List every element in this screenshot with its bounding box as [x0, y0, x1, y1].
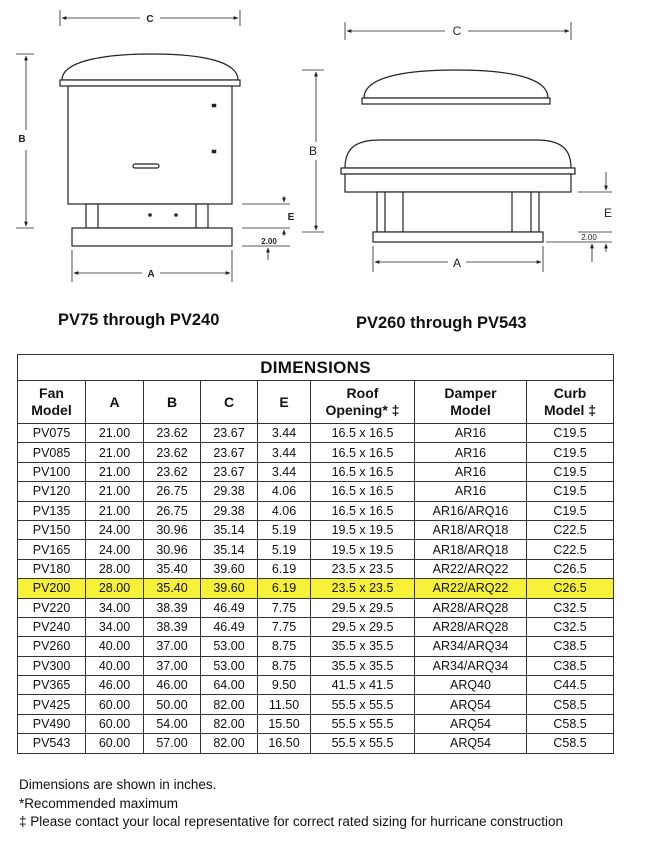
cell-roof-opening: 16.5 x 16.5: [311, 482, 415, 501]
cell-c: 35.14: [201, 520, 258, 539]
cell-a: 34.00: [86, 617, 144, 636]
table-header-row: [18, 381, 614, 424]
header-line: B: [166, 393, 178, 410]
cell-damper-model: AR34/ARQ34: [415, 637, 527, 656]
cell-e: 3.44: [258, 462, 311, 481]
table-row: [18, 617, 614, 636]
cell-a: 28.00: [86, 579, 144, 598]
cell-c: 64.00: [201, 676, 258, 695]
cell-b: 23.62: [144, 424, 201, 443]
cell-a: 21.00: [86, 501, 144, 520]
cell-e: 5.19: [258, 520, 311, 539]
cell-c: 46.49: [201, 598, 258, 617]
header-line: Roof: [346, 385, 379, 401]
right-dim-200-label: 2.00: [581, 233, 597, 242]
cell-curb-model: C38.5: [527, 637, 614, 656]
cell-roof-opening: 19.5 x 19.5: [311, 540, 415, 559]
header-line: C: [223, 393, 235, 410]
cell-damper-model: AR16/ARQ16: [415, 501, 527, 520]
cell-damper-model: AR22/ARQ22: [415, 579, 527, 598]
cell-curb-model: C22.5: [527, 520, 614, 539]
cell-fan-model: PV425: [18, 695, 86, 714]
cell-fan-model: PV120: [18, 482, 86, 501]
left-dim-b-label: B: [18, 134, 26, 145]
cell-a: 40.00: [86, 637, 144, 656]
table-row: [18, 482, 614, 501]
header-line: Damper: [444, 385, 497, 401]
cell-a: 21.00: [86, 482, 144, 501]
cell-c: 82.00: [201, 695, 258, 714]
footnote-line: Dimensions are shown in inches.: [19, 777, 217, 792]
cell-curb-model: C38.5: [527, 656, 614, 675]
cell-a: 60.00: [86, 695, 144, 714]
cell-e: 4.06: [258, 501, 311, 520]
cell-c: 53.00: [201, 656, 258, 675]
cell-damper-model: AR16: [415, 482, 527, 501]
cell-c: 23.67: [201, 443, 258, 462]
cell-curb-model: C32.5: [527, 617, 614, 636]
cell-damper-model: ARQ54: [415, 695, 527, 714]
cell-a: 21.00: [86, 443, 144, 462]
cell-roof-opening: 16.5 x 16.5: [311, 501, 415, 520]
header-roof-opening: [311, 381, 415, 424]
cell-damper-model: ARQ54: [415, 734, 527, 753]
table-row: [18, 501, 614, 520]
cell-b: 46.00: [144, 676, 201, 695]
cell-e: 8.75: [258, 656, 311, 675]
footnotes: [19, 776, 563, 832]
cell-c: 39.60: [201, 579, 258, 598]
dimensions-table-container: [17, 354, 613, 754]
cell-b: 26.75: [144, 482, 201, 501]
cell-fan-model: PV135: [18, 501, 86, 520]
cell-damper-model: AR18/ARQ18: [415, 520, 527, 539]
cell-curb-model: C58.5: [527, 714, 614, 733]
cell-a: 24.00: [86, 520, 144, 539]
cell-a: 60.00: [86, 714, 144, 733]
header-line: Model: [31, 402, 72, 418]
cell-fan-model: PV085: [18, 443, 86, 462]
table-row: [18, 695, 614, 714]
cell-curb-model: C58.5: [527, 695, 614, 714]
caption-pv260-pv543: PV260 through PV543: [356, 314, 527, 332]
cell-curb-model: C19.5: [527, 462, 614, 481]
cell-c: 46.49: [201, 617, 258, 636]
cell-c: 29.38: [201, 501, 258, 520]
cell-fan-model: PV260: [18, 637, 86, 656]
cell-b: 50.00: [144, 695, 201, 714]
cell-roof-opening: 29.5 x 29.5: [311, 617, 415, 636]
technical-drawings: [0, 0, 663, 300]
header-damper-model: [415, 381, 527, 424]
table-row: [18, 424, 614, 443]
cell-fan-model: PV365: [18, 676, 86, 695]
cell-fan-model: PV100: [18, 462, 86, 481]
cell-roof-opening: 29.5 x 29.5: [311, 598, 415, 617]
cell-b: 57.00: [144, 734, 201, 753]
header-b: [144, 381, 201, 424]
cell-damper-model: AR28/ARQ28: [415, 598, 527, 617]
cell-roof-opening: 55.5 x 55.5: [311, 695, 415, 714]
table-row: [18, 714, 614, 733]
cell-curb-model: C19.5: [527, 482, 614, 501]
cell-a: 28.00: [86, 559, 144, 578]
table-row: [18, 598, 614, 617]
header-line: Model: [450, 402, 491, 418]
cell-damper-model: ARQ40: [415, 676, 527, 695]
cell-e: 6.19: [258, 579, 311, 598]
cell-b: 38.39: [144, 617, 201, 636]
table-row: [18, 734, 614, 753]
header-line: Opening* ‡: [325, 402, 400, 418]
cell-damper-model: AR18/ARQ18: [415, 540, 527, 559]
cell-fan-model: PV180: [18, 559, 86, 578]
left-dim-200-label: 2.00: [261, 237, 277, 246]
cell-damper-model: AR16: [415, 462, 527, 481]
cell-roof-opening: 55.5 x 55.5: [311, 734, 415, 753]
left-dim-a-label: A: [147, 269, 155, 280]
cell-b: 30.96: [144, 520, 201, 539]
cell-roof-opening: 35.5 x 35.5: [311, 637, 415, 656]
table-row: [18, 637, 614, 656]
cell-e: 15.50: [258, 714, 311, 733]
cell-b: 23.62: [144, 462, 201, 481]
cell-e: 7.75: [258, 598, 311, 617]
cell-damper-model: AR28/ARQ28: [415, 617, 527, 636]
cell-e: 3.44: [258, 424, 311, 443]
cell-fan-model: PV543: [18, 734, 86, 753]
drawing-pv75-pv240: [16, 10, 290, 282]
cell-roof-opening: 16.5 x 16.5: [311, 462, 415, 481]
cell-b: 38.39: [144, 598, 201, 617]
cell-a: 34.00: [86, 598, 144, 617]
cell-e: 8.75: [258, 637, 311, 656]
cell-roof-opening: 16.5 x 16.5: [311, 424, 415, 443]
cell-damper-model: AR34/ARQ34: [415, 656, 527, 675]
cell-a: 21.00: [86, 424, 144, 443]
cell-c: 23.67: [201, 424, 258, 443]
header-e: [258, 381, 311, 424]
drawing-pv260-pv543: [302, 22, 612, 272]
left-dim-e-label: E: [287, 212, 295, 223]
cell-curb-model: C22.5: [527, 540, 614, 559]
cell-fan-model: PV220: [18, 598, 86, 617]
cell-curb-model: C26.5: [527, 559, 614, 578]
right-dim-a-label: A: [452, 256, 462, 270]
cell-c: 82.00: [201, 734, 258, 753]
cell-curb-model: C19.5: [527, 501, 614, 520]
cell-c: 39.60: [201, 559, 258, 578]
cell-damper-model: AR22/ARQ22: [415, 559, 527, 578]
cell-damper-model: AR16: [415, 424, 527, 443]
header-a: [86, 381, 144, 424]
cell-a: 21.00: [86, 462, 144, 481]
cell-a: 60.00: [86, 734, 144, 753]
cell-e: 5.19: [258, 540, 311, 559]
footnote-line: *Recommended maximum: [19, 795, 179, 811]
cell-e: 9.50: [258, 676, 311, 695]
left-dim-c-label: C: [146, 14, 154, 25]
cell-e: 7.75: [258, 617, 311, 636]
table-row: [18, 443, 614, 462]
cell-e: 3.44: [258, 443, 311, 462]
header-line: Curb: [553, 385, 587, 401]
cell-b: 23.62: [144, 443, 201, 462]
cell-curb-model: C19.5: [527, 424, 614, 443]
cell-b: 30.96: [144, 540, 201, 559]
cell-fan-model: PV165: [18, 540, 86, 559]
cell-c: 23.67: [201, 462, 258, 481]
cell-a: 24.00: [86, 540, 144, 559]
table-row: [18, 540, 614, 559]
cell-e: 11.50: [258, 695, 311, 714]
header-line: E: [279, 393, 289, 410]
cell-curb-model: C44.5: [527, 676, 614, 695]
cell-e: 6.19: [258, 559, 311, 578]
cell-roof-opening: 35.5 x 35.5: [311, 656, 415, 675]
cell-a: 40.00: [86, 656, 144, 675]
footnote-line: ‡ Please contact your local representative for correct rated sizing for hurricane construction: [19, 814, 564, 829]
cell-c: 35.14: [201, 540, 258, 559]
cell-e: 4.06: [258, 482, 311, 501]
cell-b: 37.00: [144, 637, 201, 656]
table-row: [18, 520, 614, 539]
header-line: Fan: [39, 385, 64, 401]
table-row: [18, 462, 614, 481]
cell-damper-model: AR16: [415, 443, 527, 462]
cell-fan-model: PV200: [18, 579, 86, 598]
header-fan-model: [18, 381, 86, 424]
dimensions-table: [17, 354, 614, 754]
right-dim-c-label: C: [452, 24, 462, 38]
cell-b: 35.40: [144, 579, 201, 598]
header-line: Model ‡: [543, 402, 597, 418]
cell-b: 37.00: [144, 656, 201, 675]
cell-c: 53.00: [201, 637, 258, 656]
cell-c: 82.00: [201, 714, 258, 733]
cell-b: 35.40: [144, 559, 201, 578]
header-curb-model: [527, 381, 614, 424]
cell-curb-model: C26.5: [527, 579, 614, 598]
cell-b: 26.75: [144, 501, 201, 520]
table-row: [18, 559, 614, 578]
table-row: [18, 676, 614, 695]
cell-fan-model: PV490: [18, 714, 86, 733]
table-body: [18, 424, 614, 754]
cell-fan-model: PV075: [18, 424, 86, 443]
cell-curb-model: C58.5: [527, 734, 614, 753]
cell-roof-opening: 23.5 x 23.5: [311, 559, 415, 578]
right-dim-b-label: B: [308, 144, 318, 158]
header-c: [201, 381, 258, 424]
cell-b: 54.00: [144, 714, 201, 733]
right-dim-e-label: E: [603, 206, 613, 220]
cell-e: 16.50: [258, 734, 311, 753]
table-row: [18, 656, 614, 675]
cell-roof-opening: 23.5 x 23.5: [311, 579, 415, 598]
header-line: A: [109, 393, 120, 410]
table-row: [18, 579, 614, 598]
cell-fan-model: PV300: [18, 656, 86, 675]
cell-fan-model: PV240: [18, 617, 86, 636]
cell-roof-opening: 41.5 x 41.5: [311, 676, 415, 695]
cell-curb-model: C19.5: [527, 443, 614, 462]
cell-damper-model: ARQ54: [415, 714, 527, 733]
caption-pv75-pv240: PV75 through PV240: [58, 311, 220, 329]
table-title: DIMENSIONS: [18, 355, 614, 381]
cell-roof-opening: 16.5 x 16.5: [311, 443, 415, 462]
cell-roof-opening: 19.5 x 19.5: [311, 520, 415, 539]
cell-roof-opening: 55.5 x 55.5: [311, 714, 415, 733]
cell-curb-model: C32.5: [527, 598, 614, 617]
cell-c: 29.38: [201, 482, 258, 501]
cell-fan-model: PV150: [18, 520, 86, 539]
cell-a: 46.00: [86, 676, 144, 695]
